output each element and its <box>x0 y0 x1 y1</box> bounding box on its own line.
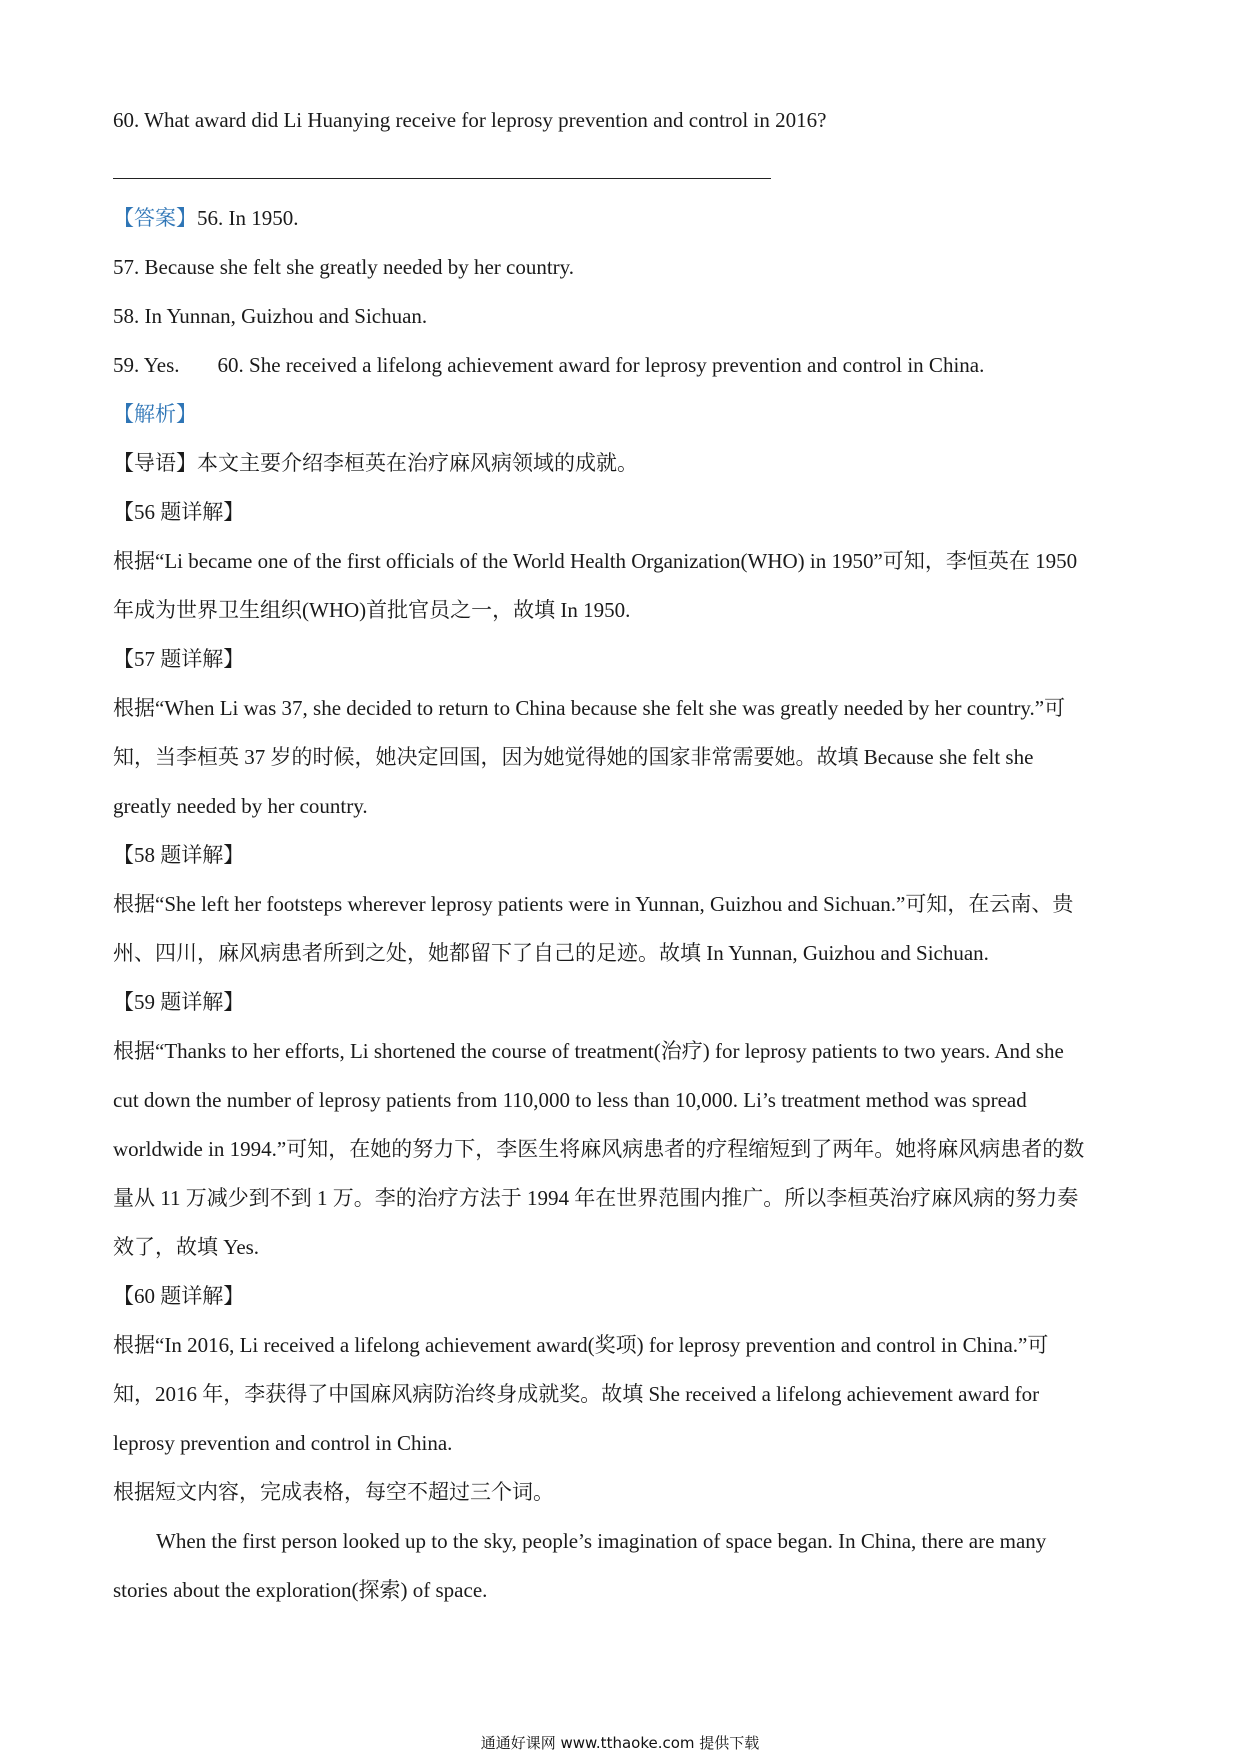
heading-56: 【56 题详解】 <box>113 500 245 524</box>
detail-58-line: 根据“She left her footsteps wherever leprosy patients were in Yunnan, Guizhou and Sichuan.”可知，在云南、贵 <box>113 892 1074 916</box>
answer-56: 56. In 1950. <box>197 206 299 230</box>
detail-59-line: cut down the number of leprosy patients from 110,000 to less than 10,000. Li’s treatment method was spread <box>113 1088 1027 1112</box>
detail-58-line: 州、四川，麻风病患者所到之处，她都留下了自己的足迹。故填 In Yunnan, Guizhou and Sichuan. <box>113 941 989 965</box>
analysis-intro: 【导语】本文主要介绍李桓英在治疗麻风病领域的成就。 <box>113 451 638 475</box>
detail-57-line: 知，当李桓英 37 岁的时候，她决定回国，因为她觉得她的国家非常需要她。故填 Because she felt she <box>113 745 1034 769</box>
detail-59-line: 根据“Thanks to her efforts, Li shortened the course of treatment(治疗) for leprosy patients to two years. And she <box>113 1039 1064 1063</box>
analysis-label: 【解析】 <box>113 402 197 426</box>
answer-59: 59. Yes. <box>113 353 180 377</box>
passage-line: When the first person looked up to the sky, people’s imagination of space began. In China, there are many <box>156 1529 1047 1553</box>
detail-59-line: 量从 11 万减少到不到 1 万。李的治疗方法于 1994 年在世界范围内推广。所以李桓英治疗麻风病的努力奏 <box>113 1186 1079 1210</box>
heading-58: 【58 题详解】 <box>113 843 245 867</box>
answer-58: 58. In Yunnan, Guizhou and Sichuan. <box>113 304 428 328</box>
passage-line: stories about the exploration(探索) of space. <box>113 1578 488 1602</box>
task-instruction: 根据短文内容，完成表格，每空不超过三个词。 <box>113 1480 554 1504</box>
detail-60-line: 根据“In 2016, Li received a lifelong achievement award(奖项) for leprosy prevention and control in China.”可 <box>113 1333 1049 1357</box>
answer-label: 【答案】 <box>113 206 197 230</box>
answer-blank-line <box>113 178 771 179</box>
answer-56-line <box>113 206 1133 230</box>
question-60: 60. What award did Li Huanying receive for leprosy prevention and control in 2016? <box>113 108 827 132</box>
detail-59-line: 效了，故填 Yes. <box>113 1235 260 1259</box>
answer-57: 57. Because she felt she greatly needed by her country. <box>113 255 575 279</box>
heading-60: 【60 题详解】 <box>113 1284 245 1308</box>
answer-59-60-line <box>113 353 1133 377</box>
answer-60: 60. She received a lifelong achievement award for leprosy prevention and control in China. <box>217 353 985 377</box>
page-footer: 通通好课网 www.tthaoke.com 提供下载 <box>480 1734 760 1752</box>
detail-57-line: 根据“When Li was 37, she decided to return to China because she felt she was greatly needed by her country.”可 <box>113 696 1066 720</box>
detail-57-line: greatly needed by her country. <box>113 794 368 818</box>
detail-56-line: 年成为世界卫生组织(WHO)首批官员之一，故填 In 1950. <box>113 598 631 622</box>
heading-59: 【59 题详解】 <box>113 990 245 1014</box>
detail-59-line: worldwide in 1994.”可知，在她的努力下，李医生将麻风病患者的疗程缩短到了两年。她将麻风病患者的数 <box>113 1137 1085 1161</box>
detail-60-line: leprosy prevention and control in China. <box>113 1431 453 1455</box>
heading-57: 【57 题详解】 <box>113 647 245 671</box>
detail-60-line: 知，2016 年，李获得了中国麻风病防治终身成就奖。故填 She received a lifelong achievement award for <box>113 1382 1040 1406</box>
detail-56-line: 根据“Li became one of the first officials of the World Health Organization(WHO) in 1950”可知，李恒英在 1950 <box>113 549 1078 573</box>
